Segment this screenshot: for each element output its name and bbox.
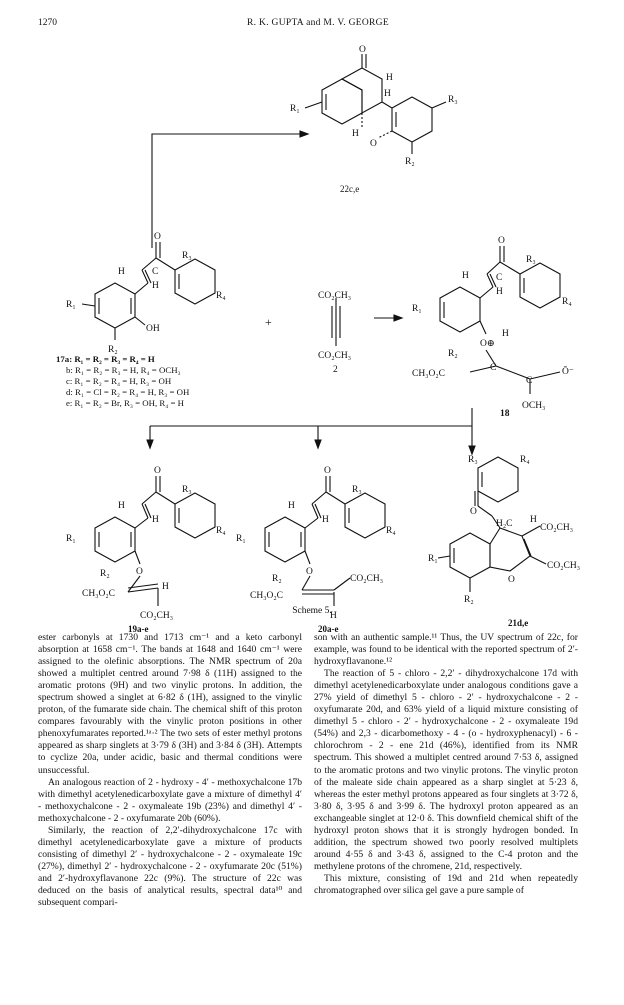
atom-CH3O2C: CH₃O₂C	[412, 369, 446, 379]
structure-2	[332, 298, 340, 346]
atom-R4: R₄	[216, 526, 226, 536]
paragraph: The reaction of 5 - chloro - 2,2′ - dihydroxychalcone 17d with dimethyl acetylenedicarboxylate under analogous conditions gave a 27% yield of dimethyl 5 - chloro - 2′ - hydroxychalcone - 2 - oxyfumarate 20d, and 63% yield of a liquid mixture consisting of dimethyl 5 - chloro - 2′ - hydroxychalcone - 2 - oxymaleate 19d (54%) and 2,3 - dicarbomethoxy - 4 - (o - hydroxyphenacyl) - 6 - chlorochrom - 2 - ene 21d (46%), identified from its NMR spectrum. This showed a multiplet centred around 7·53 δ, assigned to the aromatic protons and two vinylic protons. The vinylic proton of the maleate side chain appeared as a sharp singlet at 5·23 δ, whereas the ester methyl protons appeared as four singlets at 3·72 δ, 3·80 δ, 3·95 δ and 3·99 δ. The hydroxyl proton appeared as an exchangeable singlet at 12·0 δ. This downfield chemical shift of the hydroxyl proton shows that it is strongly hydrogen bonded. In addition, the spectrum showed two poorly resolved multiplets around 4·55 δ and 3·43 δ, assigned to the C-4 proton and the methylene protons of the chromene, 21d, respectively.	[314, 668, 578, 872]
atom-O: O	[324, 466, 331, 476]
atom-H: H	[162, 582, 169, 592]
atom-O: O	[154, 232, 161, 242]
atom-CO2CH3: CO₂CH₃	[140, 611, 174, 621]
atom-O: O	[470, 507, 477, 517]
atom-R2: R₂	[272, 574, 282, 584]
atom-R1: R₁	[412, 304, 422, 314]
legend-17-a: 17a: R₁ = R₂ = R₃ = R₄ = H	[56, 354, 155, 364]
atom-O-minus: Ō⁻	[562, 367, 574, 377]
atom-H: H	[384, 89, 391, 99]
atom-CO2CH3: CO₂CH₃	[318, 351, 352, 361]
compound-label-19: 19a-e	[128, 624, 149, 632]
atom-O: O	[154, 466, 161, 476]
atom-R4: R₄	[216, 291, 226, 301]
legend-17-e: e: R₁ = R₂ = Br, R₃ = OH, R₄ = H	[66, 398, 185, 408]
atom-H: H	[118, 501, 125, 511]
atom-C: C	[496, 273, 503, 283]
scheme-caption: Scheme 5.	[292, 606, 332, 616]
atom-R2: R₂	[448, 349, 458, 359]
atom-H: H	[152, 515, 159, 525]
atom-R3: R₃	[182, 251, 192, 261]
atom-R1: R₁	[236, 534, 246, 544]
atom-O: O	[136, 567, 143, 577]
atom-C: C	[526, 376, 533, 386]
atom-CH3O2C: CH₃O₂C	[250, 591, 284, 601]
atom-R4: R₄	[520, 455, 530, 465]
atom-O: O	[306, 567, 313, 577]
atom-R1: R₁	[66, 300, 76, 310]
structure-18	[440, 246, 560, 394]
atom-O: O	[370, 139, 377, 149]
plus-sign: +	[265, 315, 272, 329]
atom-CO2CH3: CO₂CH₃	[540, 523, 574, 533]
atom-OCH3: OCH₃	[522, 401, 546, 411]
compound-label-21: 21d,e	[508, 618, 529, 628]
atom-R4: R₄	[562, 297, 572, 307]
text-column-left	[38, 632, 302, 909]
atom-CO2CH3: CO₂CH₃	[547, 561, 581, 571]
page-header	[38, 18, 598, 34]
atom-R3: R₃	[182, 485, 192, 495]
atom-H: H	[152, 281, 159, 291]
compound-label-20: 20a-e	[318, 624, 339, 632]
atom-OH: OH	[146, 324, 160, 334]
atom-R1: R₁	[66, 534, 76, 544]
legend-17-c: c: R₁ = R₂ = R₄ = H, R₃ = OH	[66, 376, 172, 386]
compound-label-22: 22c,e	[340, 184, 360, 194]
atom-H: H	[386, 73, 393, 83]
paragraph: ester carbonyls at 1730 and 1713 cm⁻¹ and a keto carbonyl absorption at 1658 cm⁻¹. The bands at 1648 and 1640 cm⁻¹ were assigned to the olefinic absorptions. The NMR spectrum of 20a showed a multiplet centred around 7·98 δ (11H) assigned to the aromatic protons (9H) and two vinylic protons. In addition, the spectrum showed a singlet at 6·82 δ (1H), assigned to the vinylic proton, of the fumarate side chain. The chemical shift of this proton compares favourably with the vinylic proton positions in other phenoxyfumarates reported.¹ᵃ·² The two sets of ester methyl protons appeared as sharp singlets at 3·79 δ (3H) and 3·84 δ (3H). Attempts to cyclize 20a, under acidic, basic and thermal conditions were unsuccessful.	[38, 632, 302, 776]
atom-O: O	[359, 45, 366, 55]
atom-H2C: H₂C	[496, 519, 513, 529]
atom-H: H	[330, 611, 337, 621]
atom-H: H	[462, 271, 469, 281]
reaction-scheme	[0, 36, 624, 632]
paragraph: Similarly, the reaction of 2,2′-dihydroxychalcone 17c with dimethyl acetylenedicarboxylate gave a mixture of products consisting of dimethyl 2′ - hydroxychalcone - 2 - oxymaleate 19c (27%), dimethyl 2′ - hydroxychalcone - 2 - oxyfumarate 20c (51%) and 2′-hydroxyflavanone 22c (9%). The structure of 22c was deduced on the basis of analytical results, spectral data¹⁰ and subsequent compari-	[38, 824, 302, 909]
structure-19	[95, 476, 215, 606]
structure-20	[265, 476, 385, 606]
atom-O-plus: O⊕	[480, 339, 495, 349]
atom-R1: R₁	[428, 554, 438, 564]
atom-R2: R₂	[464, 595, 474, 605]
legend-17-b: b: R₁ = R₂ = R₃ = H, R₄ = OCH₃	[66, 365, 181, 375]
atom-R1: R₁	[290, 104, 300, 114]
atom-CH3O2C: CH₃O₂C	[82, 589, 116, 599]
atom-R3: R₃	[526, 255, 536, 265]
atom-H: H	[118, 267, 125, 277]
atom-C: C	[490, 363, 497, 373]
legend-17-d: d: R₁ = Cl = R₂ = R₄ = H, R₃ = OH	[66, 387, 190, 397]
paragraph: An analogous reaction of 2 - hydroxy - 4′ - methoxychalcone 17b with dimethyl acetylenedicarboxylate gave a mixture of dimethyl 4′ - methoxychalcone - 2 - oxymaleate 19b (23%) and dimethyl 4′ - methoxychalcone - 2 - oxyfumarate 20b (60%).	[38, 776, 302, 824]
text-column-right	[314, 632, 578, 897]
atom-H: H	[496, 287, 503, 297]
atom-R3: R₃	[352, 485, 362, 495]
compound-label-18: 18	[500, 409, 510, 419]
atom-R4: R₄	[386, 526, 396, 536]
atom-H: H	[530, 515, 537, 525]
atom-H: H	[352, 129, 359, 139]
page-number: 1270	[38, 18, 57, 28]
atom-R3: R₃	[468, 455, 478, 465]
compound-label-2: 2	[333, 365, 338, 375]
atom-R3: R₃	[448, 95, 458, 105]
atom-CO2CH3: CO₂CH₃	[318, 291, 352, 301]
atom-H: H	[502, 329, 509, 339]
atom-R2: R₂	[100, 569, 110, 579]
atom-H: H	[288, 501, 295, 511]
atom-H: H	[322, 515, 329, 525]
running-head: R. K. GUPTA and M. V. GEORGE	[247, 18, 389, 28]
atom-O: O	[498, 236, 505, 246]
atom-C: C	[152, 267, 159, 277]
atom-CO2CH3: CO₂CH₃	[350, 574, 384, 584]
paragraph: son with an authentic sample.¹¹ Thus, the UV spectrum of 22c, for example, was found to be identical with the reported spectrum of 2′-hydroxyflavanone.¹²	[314, 632, 578, 668]
atom-R2: R₂	[108, 345, 118, 355]
atom-O: O	[508, 575, 515, 585]
atom-R2: R₂	[405, 157, 415, 167]
paragraph: This mixture, consisting of 19d and 21d when repeatedly chromatographed over silica gel gave a pure sample of	[314, 872, 578, 896]
